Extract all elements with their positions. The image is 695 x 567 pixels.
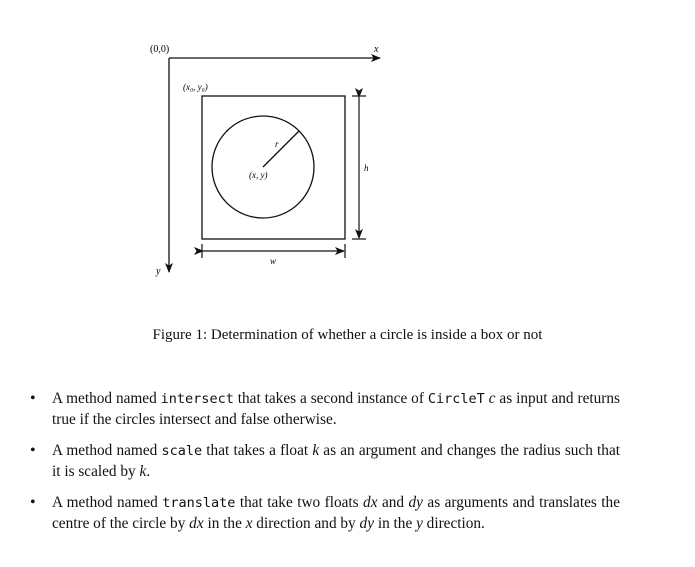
- width-label: w: [270, 256, 277, 266]
- text: as input and returns true if the circles intersect and false otherwise.: [52, 390, 620, 428]
- bullet-icon: •: [30, 390, 36, 407]
- math-var: x: [245, 514, 253, 532]
- math-var: k: [312, 442, 320, 459]
- math-var: dx: [189, 514, 204, 532]
- method-name-intersect: intersect: [160, 391, 234, 407]
- text: that takes a second instance of: [233, 390, 428, 407]
- list-item: [30, 493, 620, 533]
- math-var: y: [416, 514, 423, 532]
- method-name-scale: scale: [161, 443, 203, 459]
- radius-line: [263, 131, 299, 167]
- bullet-icon: •: [30, 494, 36, 511]
- text: as arguments and translates the centre of the circle by: [52, 494, 620, 532]
- class-name-circlet: CircleT: [427, 391, 485, 407]
- text: direction and by: [252, 514, 360, 532]
- text: direction.: [422, 514, 485, 532]
- height-label: h: [364, 163, 369, 173]
- math-var: dx: [363, 494, 378, 511]
- text: A method named: [52, 390, 161, 407]
- circle-center-label: (x, y): [249, 170, 268, 180]
- radius-label: r: [275, 139, 279, 149]
- method-name-translate: translate: [162, 495, 236, 511]
- text: and: [377, 494, 409, 511]
- bullet-icon: •: [30, 442, 36, 459]
- origin-label: (0,0): [150, 44, 170, 55]
- text: that take two floats: [235, 494, 364, 511]
- text: as an argument and changes the radius such that it is scaled by: [52, 442, 620, 480]
- math-var: k: [139, 462, 147, 480]
- y-axis-label: y: [156, 266, 161, 277]
- x-axis-label: x: [374, 44, 379, 55]
- text: in the: [374, 514, 417, 532]
- math-var: dy: [359, 514, 374, 532]
- text: in the: [203, 514, 246, 532]
- box-corner-label: (x₀, y₀): [183, 82, 208, 92]
- math-var: c: [488, 390, 496, 407]
- method-list: [30, 389, 620, 533]
- text: A method named: [52, 494, 163, 511]
- figure-caption: Figure 1: Determination of whether a circle is inside a box or not: [152, 327, 543, 343]
- list-item: [30, 441, 620, 481]
- text: A method named: [52, 442, 162, 459]
- text: that takes a float: [202, 442, 313, 459]
- list-item: [30, 389, 620, 429]
- text: .: [146, 462, 151, 480]
- math-var: dy: [408, 494, 423, 511]
